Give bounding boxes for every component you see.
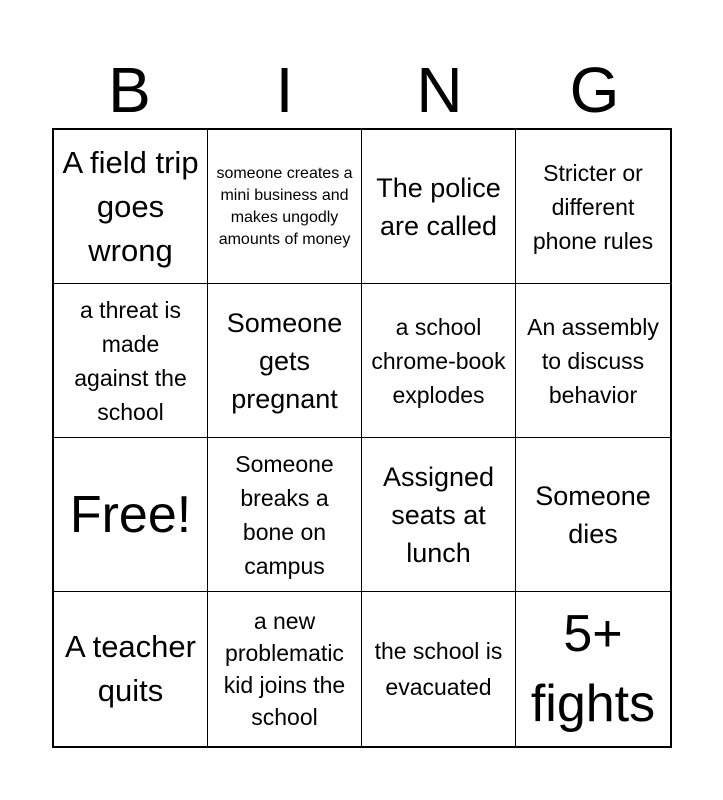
- square-text: Assigned seats at lunch: [382, 461, 495, 568]
- square-text: Someone gets pregnant: [226, 307, 343, 414]
- header-letter-g: G: [569, 54, 620, 126]
- bingo-square[interactable]: [208, 130, 362, 284]
- square-text: An assembly to discuss behavior: [527, 313, 659, 408]
- bingo-square[interactable]: [362, 592, 516, 746]
- bingo-square[interactable]: [516, 284, 670, 438]
- square-text: A teacher quits: [65, 629, 196, 708]
- header-letter-b: B: [108, 54, 151, 126]
- square-text: 5+ fights: [530, 605, 656, 733]
- bingo-square[interactable]: [516, 592, 670, 746]
- bingo-square[interactable]: [362, 284, 516, 438]
- bingo-square[interactable]: [362, 130, 516, 284]
- square-text: someone creates a mini business and makes ungodly amounts of money: [216, 164, 353, 248]
- square-text: Stricter or different phone rules: [532, 159, 654, 254]
- square-text: The police are called: [376, 172, 501, 241]
- bingo-header: [52, 52, 672, 128]
- bingo-square[interactable]: [54, 130, 208, 284]
- bingo-square[interactable]: [54, 592, 208, 746]
- square-text: Someone dies: [535, 480, 651, 549]
- header-letter-i: I: [275, 54, 294, 126]
- square-text: Someone breaks a bone on campus: [235, 450, 334, 579]
- bingo-square[interactable]: [208, 592, 362, 746]
- bingo-square[interactable]: [208, 284, 362, 438]
- square-text: the school is evacuated: [374, 638, 503, 700]
- bingo-square[interactable]: [516, 438, 670, 592]
- bingo-card: [52, 128, 672, 748]
- square-text: a new problematic kid joins the school: [223, 608, 346, 730]
- square-text: a threat is made against the school: [74, 296, 187, 425]
- square-text: a school chrome-book explodes: [371, 313, 506, 408]
- square-text: A field trip goes wrong: [62, 144, 199, 268]
- free-square[interactable]: [54, 438, 208, 592]
- bingo-square[interactable]: [516, 130, 670, 284]
- header-letter-n: N: [416, 54, 463, 126]
- bingo-square[interactable]: [54, 284, 208, 438]
- bingo-square[interactable]: [208, 438, 362, 592]
- square-text: Free!: [69, 485, 192, 544]
- bingo-square[interactable]: [362, 438, 516, 592]
